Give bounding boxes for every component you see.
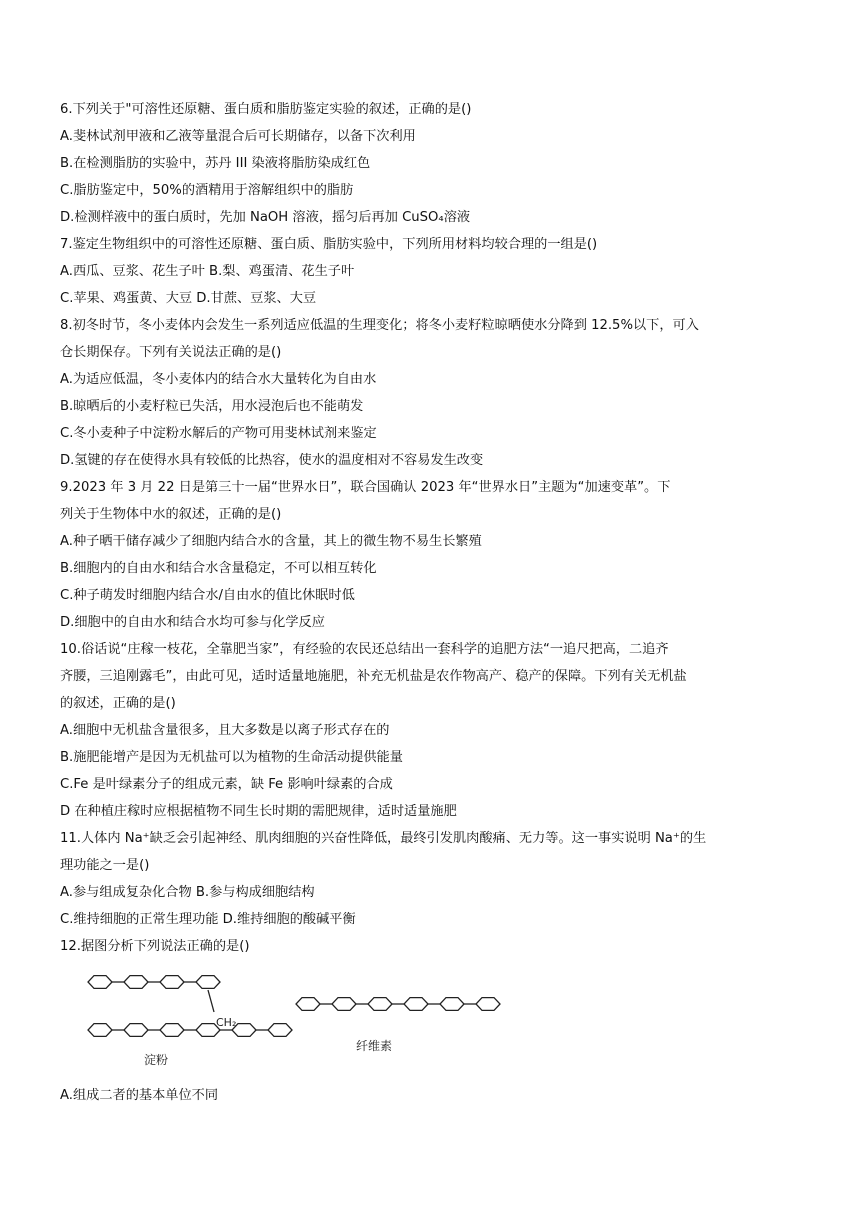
q6-option-c: C.脂肪鉴定中，50%的酒精用于溶解组织中的脂肪 xyxy=(60,183,354,198)
cellulose-structure xyxy=(296,998,500,1011)
starch-glucose-ring xyxy=(268,1024,292,1037)
q7-options-cd: C.苹果、鸡蛋黄、大豆 D.甘蔗、豆浆、大豆 xyxy=(60,291,317,306)
starch-glucose-ring xyxy=(124,1024,148,1037)
starch-glucose-ring xyxy=(88,976,112,989)
question-sheet xyxy=(60,96,800,1109)
cellulose-label: 纤维素 xyxy=(356,1039,393,1053)
q9-option-a: A.种子晒干储存减少了细胞内结合水的含量，其上的微生物不易生长繁殖 xyxy=(60,534,482,549)
q12-stem: 12.据图分析下列说法正确的是() xyxy=(60,939,250,954)
q10-stem-line2: 齐腰，三追刚露毛”，由此可见，适时适量地施肥，补充无机盐是农作物高产、稳产的保障。下列有关无机盐 xyxy=(60,669,687,684)
starch-glucose-ring xyxy=(88,1024,112,1037)
starch-glucose-ring xyxy=(124,976,148,989)
starch-glucose-ring xyxy=(196,976,220,989)
q6-option-a: A.斐林试剂甲液和乙液等量混合后可长期储存，以备下次利用 xyxy=(60,129,416,144)
q10-stem-line3: 的叙述，正确的是() xyxy=(60,696,176,711)
q8-option-b: B.晾晒后的小麦籽粒已失活，用水浸泡后也不能萌发 xyxy=(60,399,364,414)
starch-glucose-ring xyxy=(160,976,184,989)
q9-option-b: B.细胞内的自由水和结合水含量稳定，不可以相互转化 xyxy=(60,561,377,576)
q11-stem-line2: 理功能之一是() xyxy=(60,858,150,873)
q9-stem-line2: 列关于生物体中水的叙述，正确的是() xyxy=(60,507,282,522)
cellulose-glucose-ring xyxy=(296,998,320,1011)
q10-option-c: C.Fe 是叶绿素分子的组成元素，缺 Fe 影响叶绿素的合成 xyxy=(60,777,393,792)
q11-stem-line1: 11.人体内 Na⁺缺乏会引起神经、肌肉细胞的兴奋性降低，最终引发肌肉酸痛、无力等。这一事实说明 Na⁺的生 xyxy=(60,831,707,846)
starch-cellulose-figure xyxy=(60,964,800,1076)
q12-option-a: A.组成二者的基本单位不同 xyxy=(60,1088,219,1103)
q6-option-d: D.检测样液中的蛋白质时，先加 NaOH 溶液，摇匀后再加 CuSO₄溶液 xyxy=(60,210,471,225)
q9-option-c: C.种子萌发时细胞内结合水/自由水的值比休眠时低 xyxy=(60,588,355,603)
q10-option-d: D 在种植庄稼时应根据植物不同生长时期的需肥规律，适时适量施肥 xyxy=(60,804,457,819)
q6-option-b: B.在检测脂肪的实验中，苏丹 III 染液将脂肪染成红色 xyxy=(60,156,371,171)
q8-option-a: A.为适应低温，冬小麦体内的结合水大量转化为自由水 xyxy=(60,372,377,387)
cellulose-glucose-ring xyxy=(332,998,356,1011)
starch-structure xyxy=(88,976,292,1037)
cellulose-glucose-ring xyxy=(368,998,392,1011)
q10-option-b: B.施肥能增产是因为无机盐可以为植物的生命活动提供能量 xyxy=(60,750,403,765)
q10-stem-line1: 10.俗话说“庄稼一枝花，全靠肥当家”，有经验的农民还总结出一套科学的追肥方法“一追尺把高，二追齐 xyxy=(60,642,669,657)
q8-stem-line1: 8.初冬时节，冬小麦体内会发生一系列适应低温的生理变化；将冬小麦籽粒晾晒使水分降到 12.5%以下，可入 xyxy=(60,318,699,333)
q9-stem-line1: 9.2023 年 3 月 22 日是第三十一届“世界水日”，联合国确认 2023 年“世界水日”主题为“加速变革”。下 xyxy=(60,480,671,495)
ch2-label: CH₂ xyxy=(216,1016,237,1029)
q7-options-ab: A.西瓜、豆浆、花生子叶 B.梨、鸡蛋清、花生子叶 xyxy=(60,264,355,279)
q6-stem: 6.下列关于"可溶性还原糖、蛋白质和脂肪鉴定实验的叙述，正确的是() xyxy=(60,102,472,117)
starch-label: 淀粉 xyxy=(144,1053,169,1067)
q8-option-d: D.氢键的存在使得水具有较低的比热容，使水的温度相对不容易发生改变 xyxy=(60,453,484,468)
cellulose-glucose-ring xyxy=(404,998,428,1011)
polysaccharide-structure-diagram xyxy=(80,964,600,1076)
q8-option-c: C.冬小麦种子中淀粉水解后的产物可用斐林试剂来鉴定 xyxy=(60,426,377,441)
cellulose-glucose-ring xyxy=(476,998,500,1011)
glycosidic-bond xyxy=(208,990,214,1012)
q7-stem: 7.鉴定生物组织中的可溶性还原糖、蛋白质、脂肪实验中，下列所用材料均较合理的一组是() xyxy=(60,237,598,252)
q9-option-d: D.细胞中的自由水和结合水均可参与化学反应 xyxy=(60,615,325,630)
q8-stem-line2: 仓长期保存。下列有关说法正确的是() xyxy=(60,345,282,360)
q10-option-a: A.细胞中无机盐含量很多，且大多数是以离子形式存在的 xyxy=(60,723,390,738)
cellulose-glucose-ring xyxy=(440,998,464,1011)
q11-options-cd: C.维持细胞的正常生理功能 D.维持细胞的酸碱平衡 xyxy=(60,912,356,927)
starch-glucose-ring xyxy=(160,1024,184,1037)
q11-options-ab: A.参与组成复杂化合物 B.参与构成细胞结构 xyxy=(60,885,315,900)
